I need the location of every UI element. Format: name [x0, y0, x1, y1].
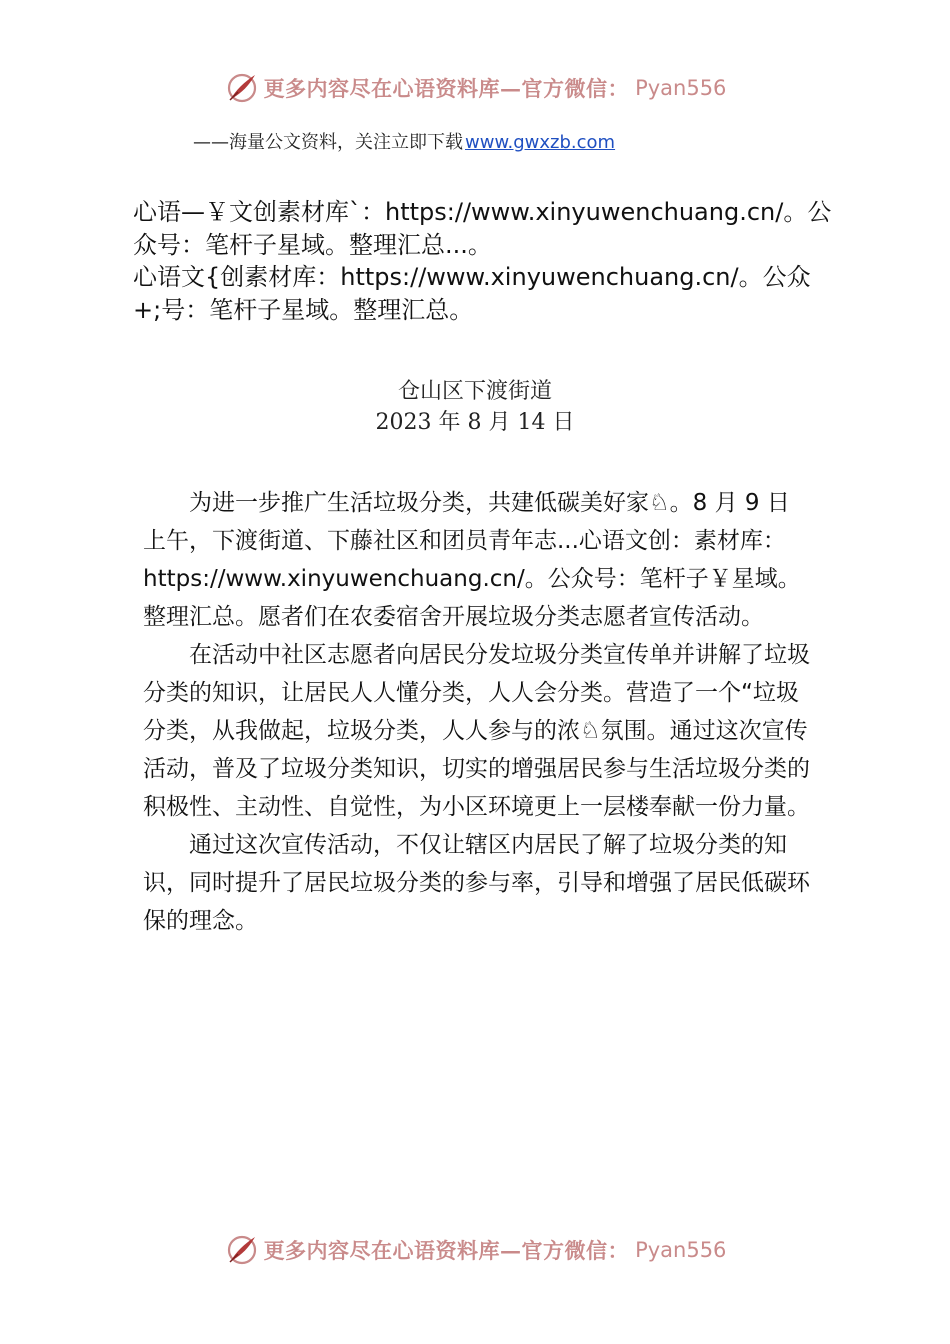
body-paragraph-2: 在活动中社区志愿者向居民分发垃圾分类宣传单并讲解了垃圾分类的知识，让居民人人懂分类，人人会分类。营造了一个“垃圾分类，从我做起，垃圾分类，人人参与的浓♘氛围。通过这次宣传活动，普及了垃圾分类知识，切实的增强居民参与生活垃圾分类的积极性、主动性、自觉性，为小区环境更上一层楼奉献一份力量。 [143, 642, 810, 820]
banner-wechat-id: Pyan556 [635, 76, 727, 100]
subline-text: ——海量公文资料，关注立即下载 [193, 132, 463, 153]
document-org: 仓山区下渡街道 [397, 379, 552, 404]
document-date: 2023 年 8 月 14 日 [375, 410, 575, 435]
body-paragraph-1: 为进一步推广生活垃圾分类，共建低碳美好家♘。8 月 9 日上午，下渡街道、下藤社区和团员青年志...心语文创：素材库：https://www.xinyuwenchuang.cn/。公众号：笔杆子￥星域。整理汇总。愿者们在农委宿舍开展垃圾分类志愿者宣传活动。 [143, 490, 801, 630]
quill-pen-logo-icon [224, 1232, 260, 1268]
header-banner [0, 70, 950, 106]
body-paragraph-3: 通过这次宣传活动，不仅让辖区内居民了解了垃圾分类的知识，同时提升了居民垃圾分类的参与率，引导和增强了居民低碳环保的理念。 [143, 832, 810, 934]
footer-banner [0, 1232, 950, 1268]
quill-pen-logo-icon [224, 70, 260, 106]
ad-line-1: 心语—￥文创素材库`：https://www.xinyuwenchuang.cn/。公众号：笔杆子星域。整理汇总...。 [133, 198, 832, 259]
banner-text: 更多内容尽在心语资料库—官方微信： [263, 76, 630, 101]
download-subline [193, 128, 615, 154]
document-body [143, 484, 811, 940]
ad-line-2: 心语文{创素材库：https://www.xinyuwenchuang.cn/。公众+;号：笔杆子星域。整理汇总。 [133, 263, 811, 324]
footer-wechat-id: Pyan556 [635, 1238, 727, 1262]
footer-banner-text: 更多内容尽在心语资料库—官方微信： [263, 1238, 630, 1263]
ad-block [133, 196, 833, 326]
download-link[interactable]: www.gwxzb.com [465, 132, 616, 153]
